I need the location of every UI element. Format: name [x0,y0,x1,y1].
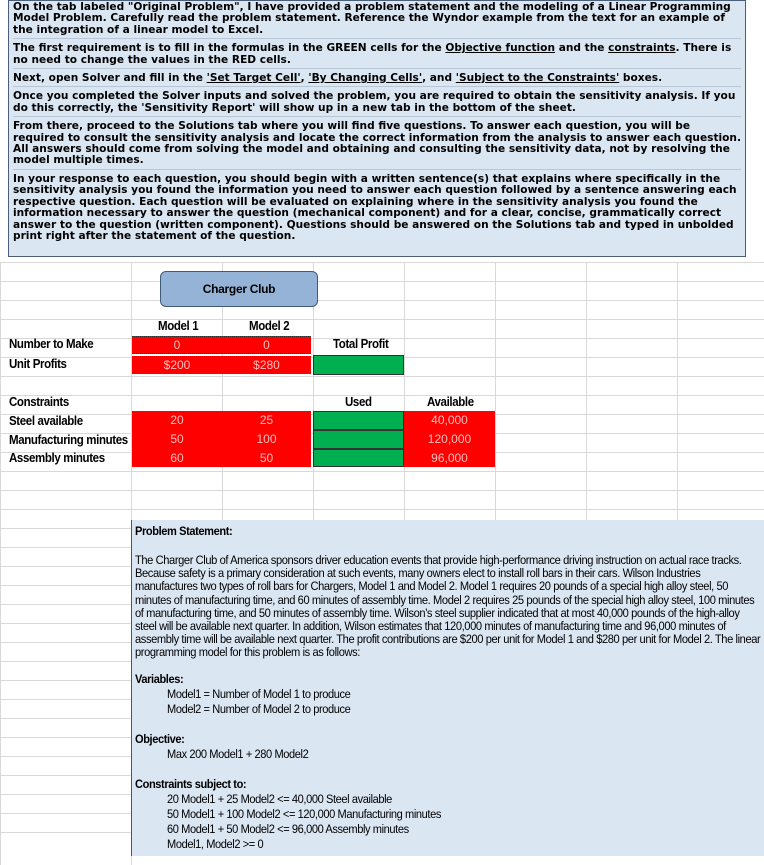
constraint-2: 50 Model1 + 100 Model2 <= 120,000 Manufacturing minutes [167,807,441,821]
grid-row-line [0,547,131,548]
grid-row-line [0,623,131,624]
grid-row-line [0,775,131,776]
steel-label: Steel available [9,414,83,428]
variable-1: Model1 = Number of Model 1 to produce [167,687,351,701]
model1-make-cell[interactable]: 0 [173,338,181,352]
model2-make-cell[interactable]: 0 [263,338,270,352]
grid-row-line [0,832,131,833]
total-profit-cell[interactable] [313,355,404,375]
model1-profit-cell[interactable]: $200 [163,358,191,372]
grid-row-line [0,604,131,605]
grid-col-line [495,262,496,520]
problem-statement-panel [131,520,764,856]
instruction-paragraph-2: The first requirement is to fill in the formulas in the GREEN cells for the Objective function and the constraints. There is no need to change the values in the RED cells. [13,43,741,69]
grid-row-line [0,813,131,814]
constraint-1: 20 Model1 + 25 Model2 <= 40,000 Steel available [167,792,392,806]
grid-row-line [0,699,131,700]
constraint-4: Model1, Model2 >= 0 [167,837,264,851]
grid-row-line [0,528,131,529]
grid-row-line [0,661,131,662]
manuf-m2-cell[interactable]: 100 [256,432,277,446]
set-target-cell-link: 'Set Target Cell' [206,72,301,85]
grid-row-line [0,262,764,263]
grid-col-line [677,262,678,520]
assembly-used-cell[interactable] [313,449,404,467]
grid-row-line [0,756,131,757]
instructions-box [8,0,746,257]
total-profit-label: Total Profit [333,337,389,351]
variables-heading: Variables: [135,672,184,686]
manufacturing-label: Manufacturing minutes [9,433,128,447]
instruction-paragraph-4: Once you completed the Solver inputs and solved the problem, you are required to obtain the sensitivity analysis. If you do this correctly, the 'Sensitivity Report' will show up in a new tab in the bottom of the sheet. [13,91,741,117]
assembly-label: Assembly minutes [9,451,105,465]
assembly-m2-cell[interactable]: 50 [259,451,274,465]
available-header: Available [427,395,474,409]
grid-row-line [0,490,764,491]
grid-row-line [0,566,131,567]
by-changing-cells-link: 'By Changing Cells' [308,72,423,85]
problem-statement-text: The Charger Club of America sponsors driver education events that provide high-performance driving instruction on actual race tracks. Because safety is a primary consideration at such events, many owners elect to install roll bars in their cars. Wilson Industries manufactures two types of roll bars for Chargers, Model 1 and Model 2. Model 1 requires 20 pounds of a special high alloy steel, 50 minutes of manufacturing time, and 60 minutes of assembly time. Model 2 requires 25 pounds of the special high alloy steel, 100 minutes of manufacturing time, and 50 minutes of assembly time. Wilson's steel supplier indicated that at most 40,000 pounds of the high-alloy steel will be available next quarter. In addition, Wilson estimates that 120,000 minutes of manufacturing time and 96,000 minutes of assembly time will be available next quarter. The profit contributions are $200 per unit for Model 1 and $280 per unit for Model 2. The linear programming model for this problem is as follows: [135,553,761,660]
manuf-available-cell[interactable]: 120,000 [427,432,472,446]
instruction-paragraph-1: On the tab labeled "Original Problem", I have provided a problem statement and the modeling of a Linear Programming Model Problem. Carefully read the problem statement. Reference the Wyndor example from the text for an example of the integration of a linear model to Excel. [13,2,741,39]
instruction-paragraph-5: From there, proceed to the Solutions tab where you will find five questions. To answer each question, you will be required to consult the sensitivity analysis and locate the correct information from the analysis to answer each question. All answers should come from solving the model and obtaining and consulting the sensitivity data, not by resolving the model multiple times. [13,121,741,170]
steel-used-cell[interactable] [313,411,404,430]
grid-row-line [0,471,764,472]
objective-function-link: Objective function [445,42,556,55]
grid-row-line [0,585,131,586]
objective-heading: Objective: [135,732,185,746]
grid-row-line [0,794,131,795]
grid-row-line [0,281,764,282]
variable-2: Model2 = Number of Model 2 to produce [167,702,351,716]
grid-col-line [404,262,405,520]
grid-row-line [0,642,131,643]
problem-heading: Problem Statement: [135,524,233,538]
model1-header: Model 1 [158,319,199,333]
title-shape[interactable]: Charger Club [160,271,318,307]
assembly-available-cell[interactable]: 96,000 [431,451,468,465]
grid-row-line [0,395,764,396]
unit-profits-label: Unit Profits [9,357,67,371]
grid-row-line [0,509,764,510]
constraints-label: Constraints [9,395,69,409]
grid-row-line [0,319,764,320]
steel-available-cell[interactable]: 40,000 [431,413,468,427]
instruction-paragraph-6: In your response to each question, you should begin with a written sentence(s) that explains where specifically in the sensitivity analysis you found the information you need to answer each question followed by a sentence answering each respective question. Each question will be evaluated on explaining where in the sensitivity analysis you found the information necessary to answer the question (mechanical component) and for a clear, concise, grammatically correct answer to the question (written component). Questions should be answered on the Solutions tab and typed in unbolded print right after the statement of the question. [13,172,737,242]
model2-profit-cell[interactable]: $280 [253,358,280,372]
used-header: Used [345,395,372,409]
constraint-3: 60 Model1 + 50 Model2 <= 96,000 Assembly minutes [167,822,409,836]
grid-row-line [0,737,131,738]
grid-row-line [0,718,131,719]
grid-col-line [0,262,1,865]
constraints-link: constraints [608,42,676,55]
assembly-m1-cell[interactable]: 60 [170,451,184,465]
instruction-paragraph-3: Next, open Solver and fill in the 'Set Target Cell', 'By Changing Cells', and 'Subject to the Constraints' boxes. [13,73,741,87]
grid-row-line [0,376,764,377]
model2-header: Model 2 [249,319,290,333]
steel-m2-cell[interactable]: 25 [259,413,274,427]
objective-text: Max 200 Model1 + 280 Model2 [167,747,309,761]
manuf-used-cell[interactable] [313,430,404,449]
grid-col-line [586,262,587,520]
number-to-make-label: Number to Make [9,337,94,351]
constraints-heading: Constraints subject to: [135,777,247,791]
manuf-m1-cell[interactable]: 50 [170,432,184,446]
steel-m1-cell[interactable]: 20 [170,413,184,427]
grid-row-line [0,680,131,681]
grid-row-line [0,300,764,301]
subject-to-constraints-link: 'Subject to the Constraints' [455,72,620,85]
